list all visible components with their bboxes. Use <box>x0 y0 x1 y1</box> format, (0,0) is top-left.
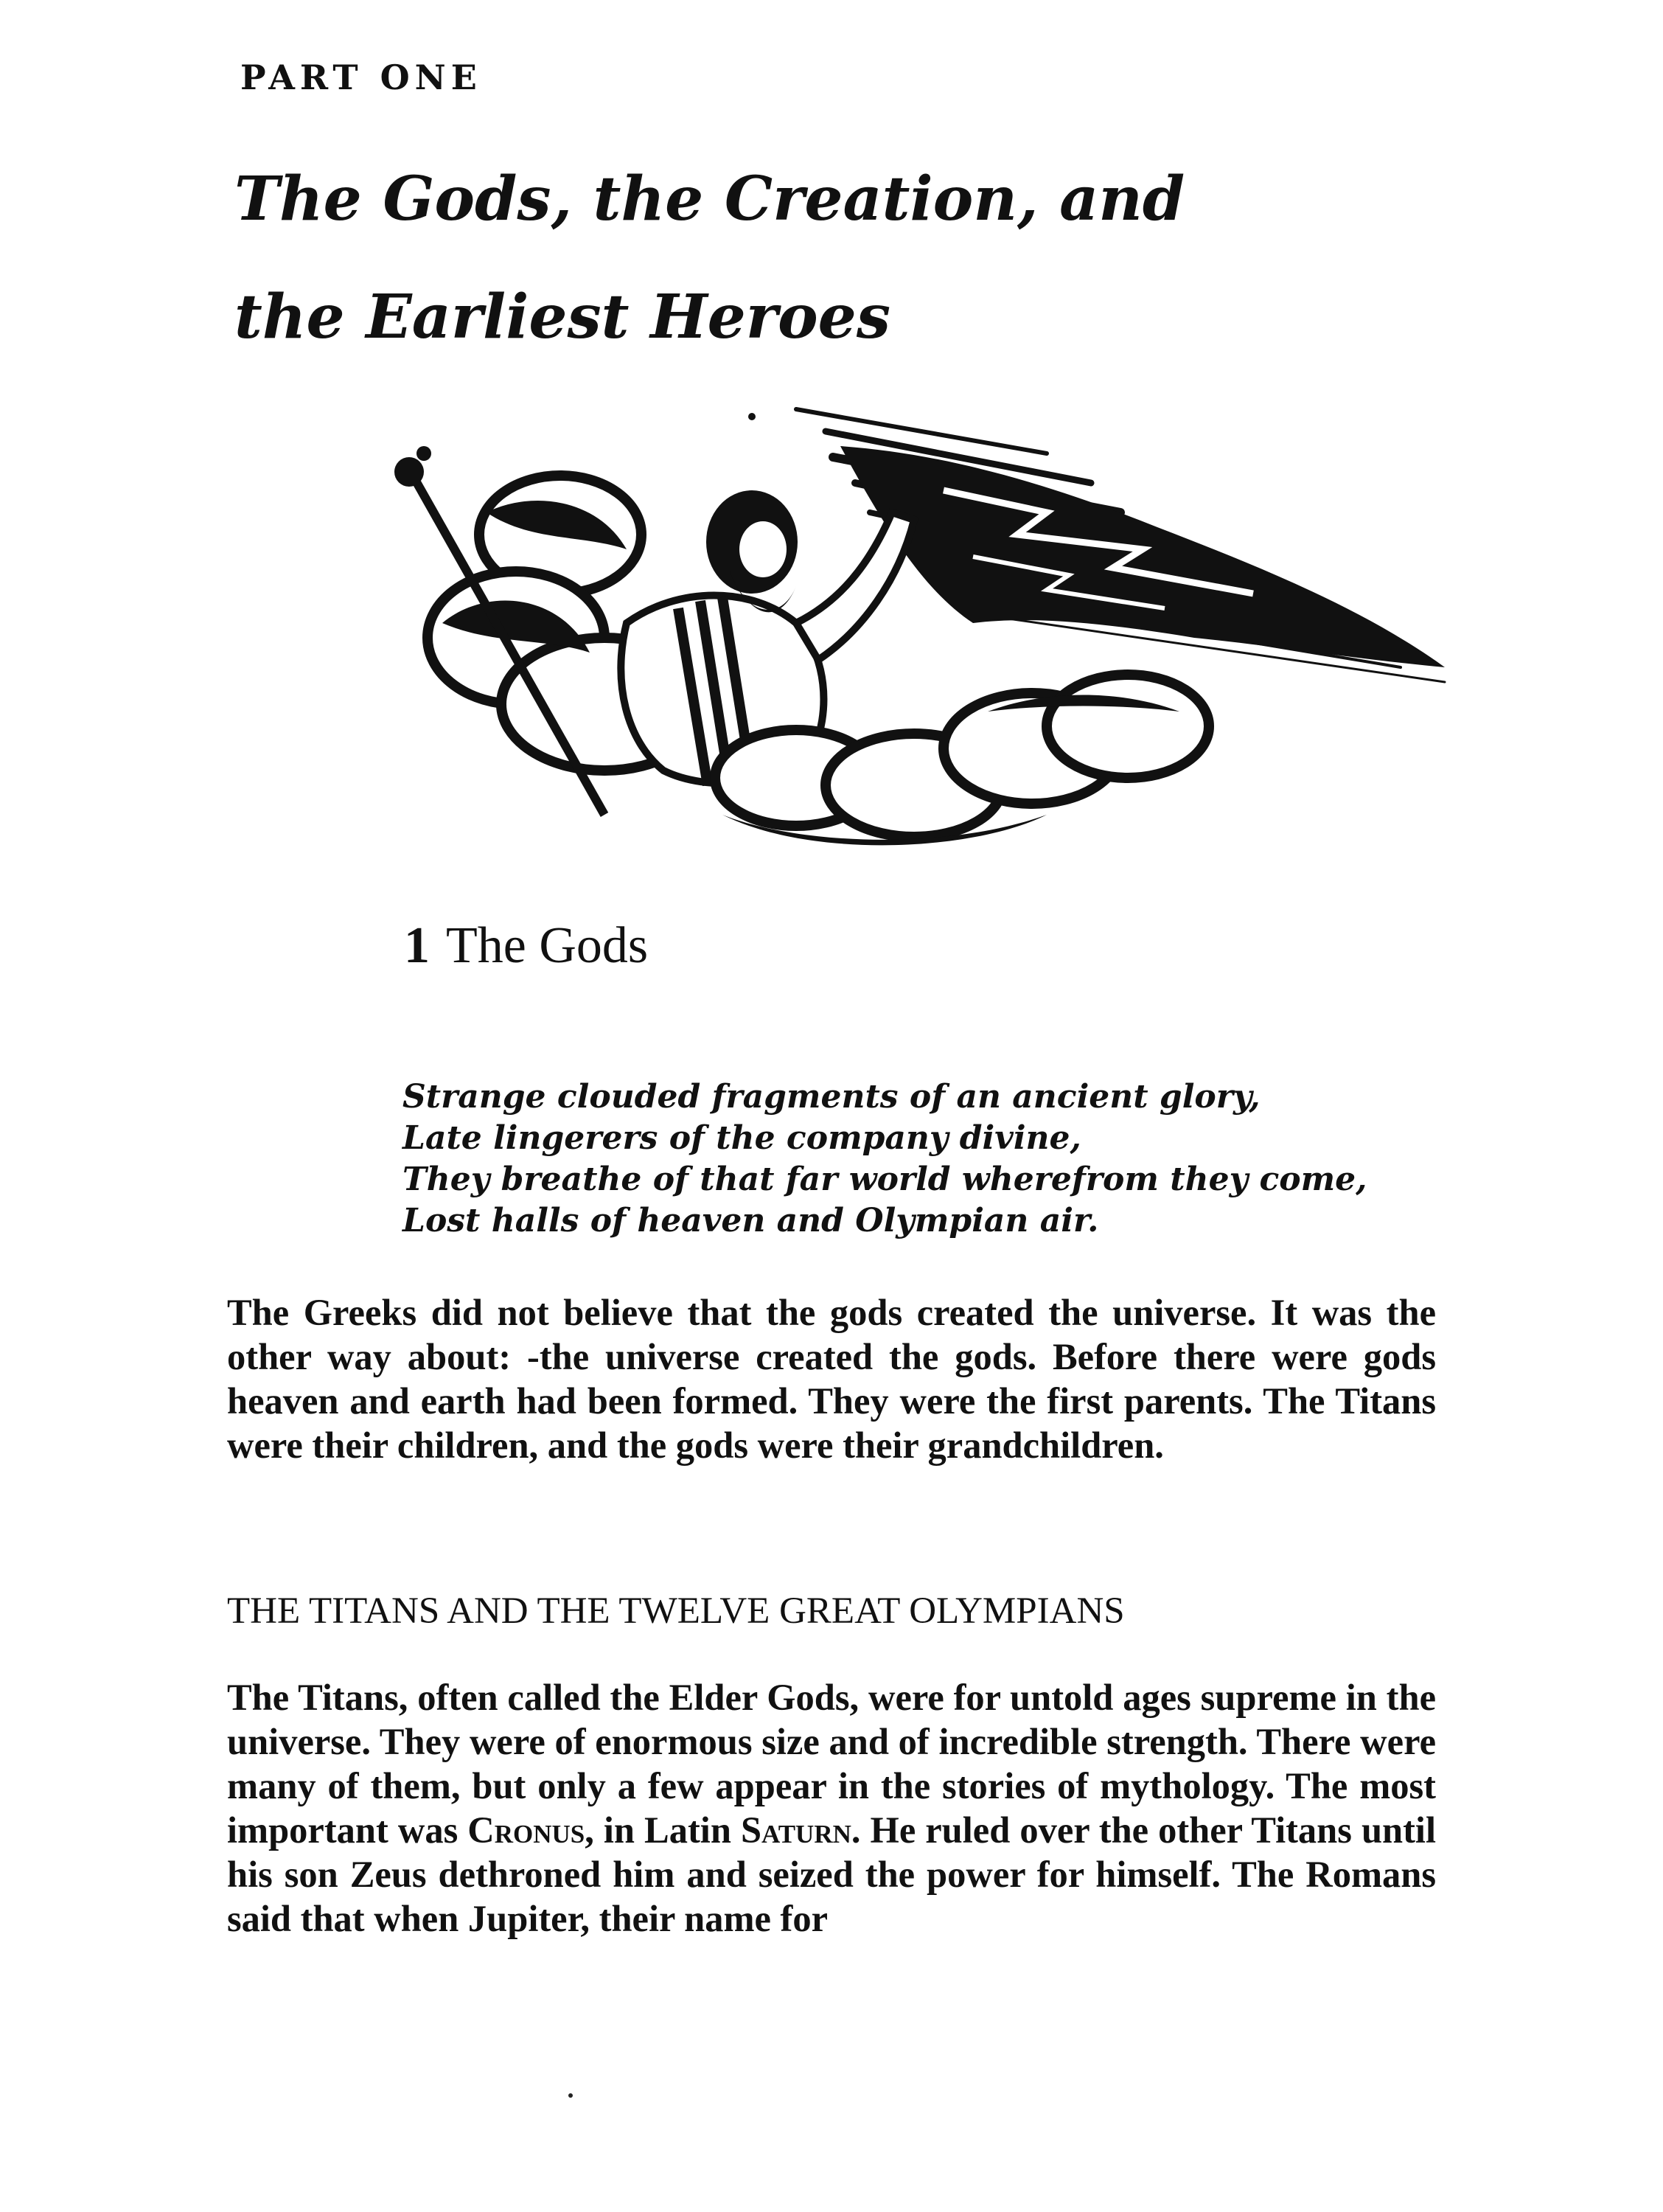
name-saturn: Saturn <box>740 1809 851 1851</box>
epigraph-line: Lost halls of heaven and Olympian air. <box>402 1202 1099 1239</box>
part-title-line-2: the Earliest Heroes <box>234 282 890 352</box>
part-title <box>234 140 1414 376</box>
name-cronus: Cronus <box>467 1809 585 1851</box>
chapter-title: The Gods <box>446 917 649 974</box>
paragraph-text: , in Latin <box>585 1809 741 1851</box>
storm-cloud-dark <box>840 446 1445 667</box>
chapter-heading <box>404 917 649 974</box>
paragraph-text: The Titans, often called the Elder Gods, were for untold ages supreme in the universe. They were of enormous size and of incredible strength. There were many of them, but only a few appear in the stories of mythology. The most important was <box>227 1677 1436 1851</box>
print-speck <box>568 2093 573 2098</box>
epigraph <box>402 1077 1493 1242</box>
raised-arm <box>796 512 914 660</box>
body-paragraph-titans <box>227 1675 1436 1941</box>
section-heading: THE TITANS AND THE TWELVE GREAT OLYMPIANS <box>227 1590 1125 1632</box>
zeus-with-thunderbolt-icon <box>383 402 1460 859</box>
part-title-line-1: The Gods, the Creation, and <box>234 164 1185 234</box>
epigraph-line: Strange clouded fragments of an ancient glory, <box>402 1078 1261 1116</box>
part-label: PART ONE <box>240 58 482 97</box>
paragraph-text: . He ruled over the other Titans until his son Zeus dethroned him and seized the power for himself. The Romans said that when Jupiter, their name for <box>227 1809 1436 1939</box>
epigraph-line: Late lingerers of the company divine, <box>402 1119 1081 1157</box>
epigraph-line: They breathe of that far world wherefrom they come, <box>402 1161 1367 1198</box>
body-paragraph-creation: The Greeks did not believe that the gods created the universe. It was the other way about: -the universe created the gods. Before there were gods heaven and earth had been formed. They were the first parents. The Titans were their children, and the gods were their grandchildren. <box>227 1292 1436 1466</box>
chapter-number: 1 <box>404 917 430 974</box>
